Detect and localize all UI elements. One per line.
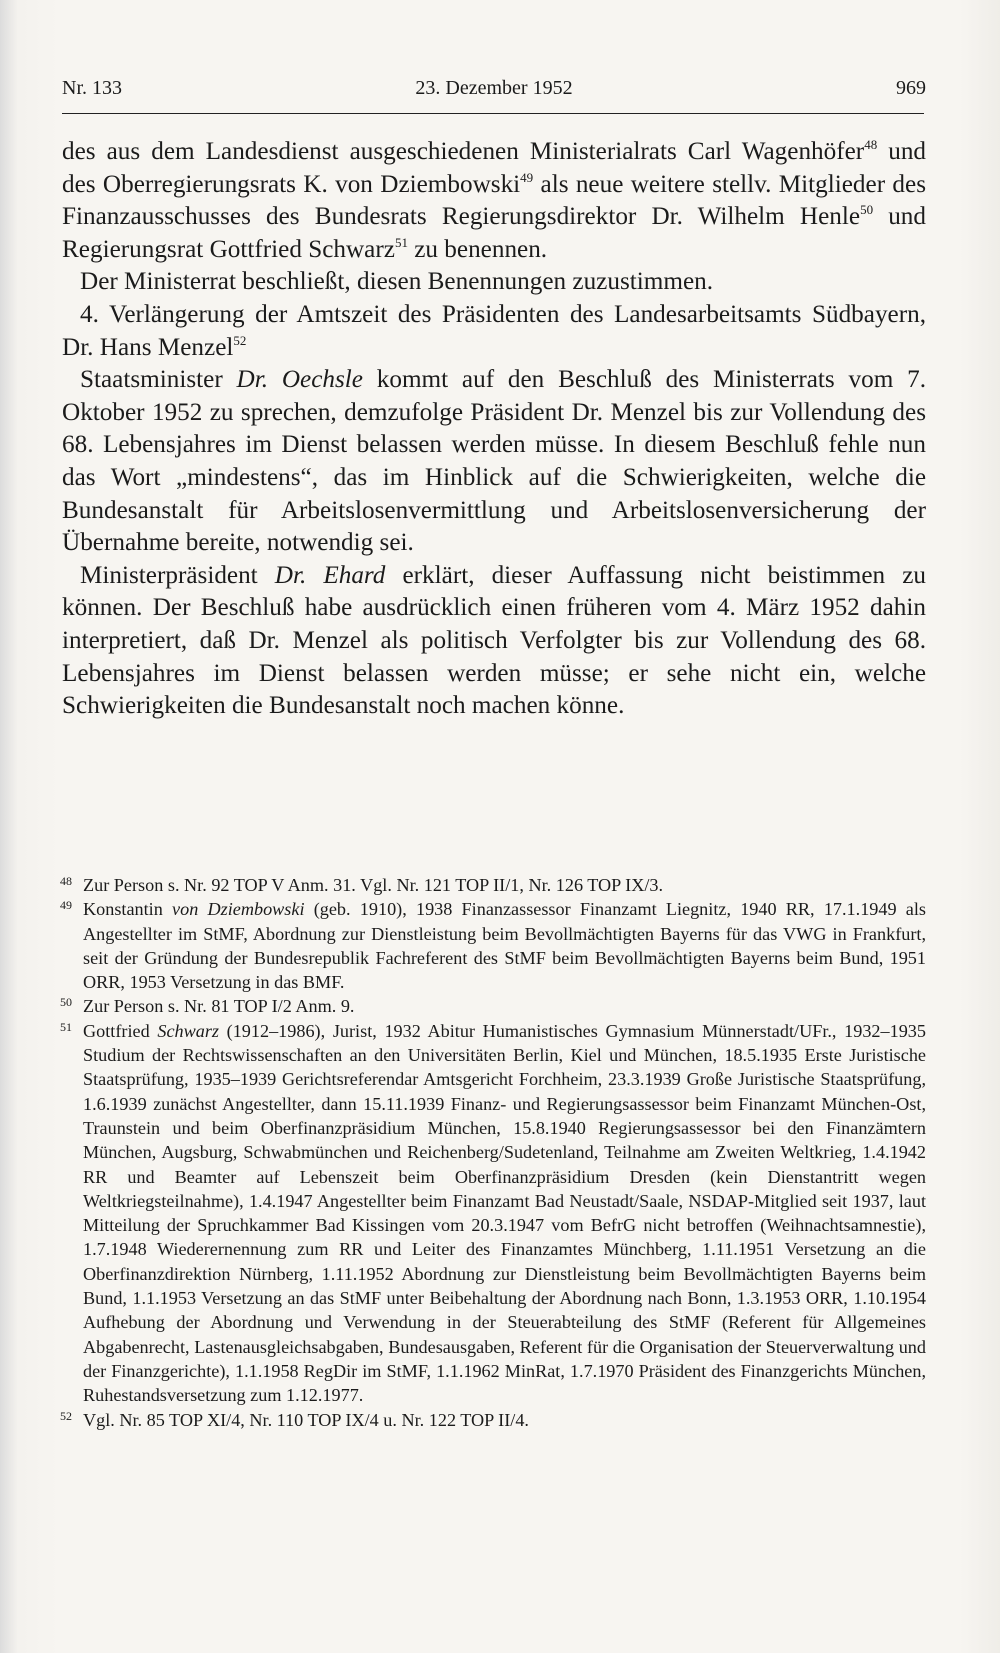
- footnote-ref: 49: [520, 169, 534, 185]
- paragraph: [62, 560, 926, 723]
- text-run: kommt auf den Beschluß des Ministerrats vom 7. Oktober 1952 zu sprechen, demzufolge Präsident Dr. Menzel bis zur Vollendung des 68. Lebensjahres im Dienst belassen werden müsse. In diesem Beschluß fehle nun das Wort „mindestens“, das im Hinblick auf die Schwierigkeiten, welche die Bundesanstalt für Arbeitslosenvermittlung und Arbeitslosenversicherung der Übernahme bereite, notwendig sei.: [62, 366, 926, 557]
- text-run: als neue weitere stellv. Mitglieder des Finanzausschusses des Bundesrats Regierungsdirektor Dr. Wilhelm Henle: [62, 170, 927, 231]
- footnote-number: 49: [60, 898, 72, 913]
- page-number: 969: [896, 77, 926, 99]
- footnote: [62, 1019, 926, 1408]
- text-run: und des Oberregierungsrats K. von Dziembowski: [62, 138, 927, 198]
- footnote: [62, 873, 926, 897]
- text-run: Staatsminister: [80, 366, 237, 394]
- text-run: des aus dem Landesdienst ausgeschiedenen Ministerialrats Carl Wagenhöfer: [62, 138, 865, 165]
- text-run: 4. Verlängerung der Amtszeit des Präsidenten des Landesarbeitsamts Südbayern, Dr. Hans Menzel: [62, 300, 926, 361]
- text-run: Der Ministerrat beschließt, diesen Benennungen zuzustimmen.: [80, 268, 714, 296]
- text-run: (geb. 1910), 1938 Finanzassessor Finanzamt Liegnitz, 1940 RR, 17.1.1949 als Angestellter im StMF, Abordnung zur Dienstleistung beim Bevollmächtigten Bayerns für das VWG in Frankfurt, seit der Gründung der Bundesrepublik Fachreferent des StMF beim Bevollmächtigten Bayerns beim Bund, 1951 ORR, 1953 Versetzung in das BMF.: [83, 899, 926, 993]
- text-run: Konstantin: [83, 899, 173, 920]
- paragraph: [62, 136, 926, 266]
- paragraph: [62, 266, 926, 299]
- footnotes: [62, 873, 926, 1432]
- text-run: Zur Person s. Nr. 81 TOP I/2 Anm. 9.: [83, 996, 355, 1017]
- footnote-ref: 52: [233, 332, 247, 348]
- person-name: Schwarz: [157, 1020, 219, 1041]
- main-text: [62, 136, 926, 723]
- footnote-ref: 51: [394, 234, 408, 250]
- header-rule: [62, 113, 924, 114]
- text-run: zu benennen.: [407, 235, 548, 263]
- footnote-ref: 50: [860, 202, 874, 218]
- text-run: Ministerpräsident: [80, 561, 275, 589]
- footnote: [62, 994, 926, 1018]
- text-run: Zur Person s. Nr. 92 TOP V Anm. 31. Vgl. Nr. 121 TOP II/1, Nr. 126 TOP IX/3.: [83, 875, 664, 895]
- header-date: 23. Dezember 1952: [415, 77, 573, 99]
- text-run: erklärt, dieser Auffassung nicht beistimmen zu können. Der Beschluß habe ausdrücklich einen früheren vom 4. März 1952 dahin interpretiert, daß Dr. Menzel als politisch Verfolgter bis zur Vollendung des 68. Lebensjahres im Dienst belassen werden müsse; er sehe nicht ein, welche Schwierigkeiten die Bundesanstalt noch machen könne.: [62, 561, 926, 720]
- person-name: Dr. Ehard: [274, 561, 386, 589]
- footnote-ref: 48: [864, 137, 878, 152]
- text-run: Gottfried: [83, 1020, 158, 1041]
- paragraph: [62, 364, 926, 560]
- footnote-number: 48: [60, 874, 72, 888]
- person-name: Dr. Oechsle: [236, 366, 363, 394]
- person-name: von Dziembowski: [172, 899, 305, 920]
- footnote: [62, 897, 926, 994]
- paragraph: [62, 299, 926, 364]
- text-run: und Regierungsrat Gottfried Schwarz: [62, 203, 926, 263]
- document-number: Nr. 133: [62, 77, 122, 99]
- text-run: (1912–1986), Jurist, 1932 Abitur Humanistisches Gymnasium Münnerstadt/UFr., 1932–1935 Studium der Rechtswissenschaften an den Universitäten Berlin, Kiel und München, 18.5.1935 Erste Juristische Staatsprüfung, 1935–1939 Gerichtsreferendar Amtsgericht Forchheim, 23.3.1939 Große Juristische Staatsprüfung, 1.6.1939 zunächst Angestellter, dann 15.11.1939 Finanz- und Regierungsassessor beim Finanzamt München-Ost, Traunstein und beim Oberfinanzpräsidium München, 15.8.1940 Regierungsassessor bei den Finanzämtern München, Augsburg, Schwabmünchen und Reichenberg/Sudetenland, Teilnahme am Zweiten Weltkrieg, 1.4.1942 RR und Beamter auf Lebenszeit beim Oberfinanzpräsidium Dresden (kein Dienstantritt wegen Weltkriegsteilnahme), 1.4.1947 Angestellter beim Finanzamt Bad Neustadt/Saale, NSDAP-Mitglied seit 1937, laut Mitteilung der Spruchkammer Bad Kissingen vom 20.3.1947 vom BefrG nicht betroffen (Weihnachtsamnestie), 1.7.1948 Wiederernennung zum RR und Leiter des Finanzamtes Münchberg, 1.11.1951 Versetzung an die Oberfinanzdirektion Nürnberg, 1.11.1952 Abordnung zur Dienstleistung beim Bevollmächtigten Bayerns beim Bund, 1.1.1953 Versetzung an das StMF unter Beibehaltung der Abordnung nach Bonn, 1.3.1953 ORR, 1.10.1954 Aufhebung der Abordnung und Verwendung in der Steuerabteilung des StMF (Referent für Allgemeines Abgabenrecht, Lastenausgleichsabgaben, Bundesausgaben, Referent für die Organisation der Steuerverwaltung und der Finanzgerichte), 1.1.1958 RegDir im StMF, 1.1.1962 MinRat, 1.7.1970 Präsident des Finanzgerichts München, Ruhestandsversetzung zum 1.12.1977.: [83, 1020, 926, 1406]
- footnote: [62, 1408, 926, 1432]
- footnote-number: 51: [60, 1019, 72, 1034]
- text-run: Vgl. Nr. 85 TOP XI/4, Nr. 110 TOP IX/4 u. Nr. 122 TOP II/4.: [83, 1409, 529, 1430]
- footnote-number: 52: [60, 1408, 72, 1423]
- footnote-number: 50: [60, 995, 72, 1010]
